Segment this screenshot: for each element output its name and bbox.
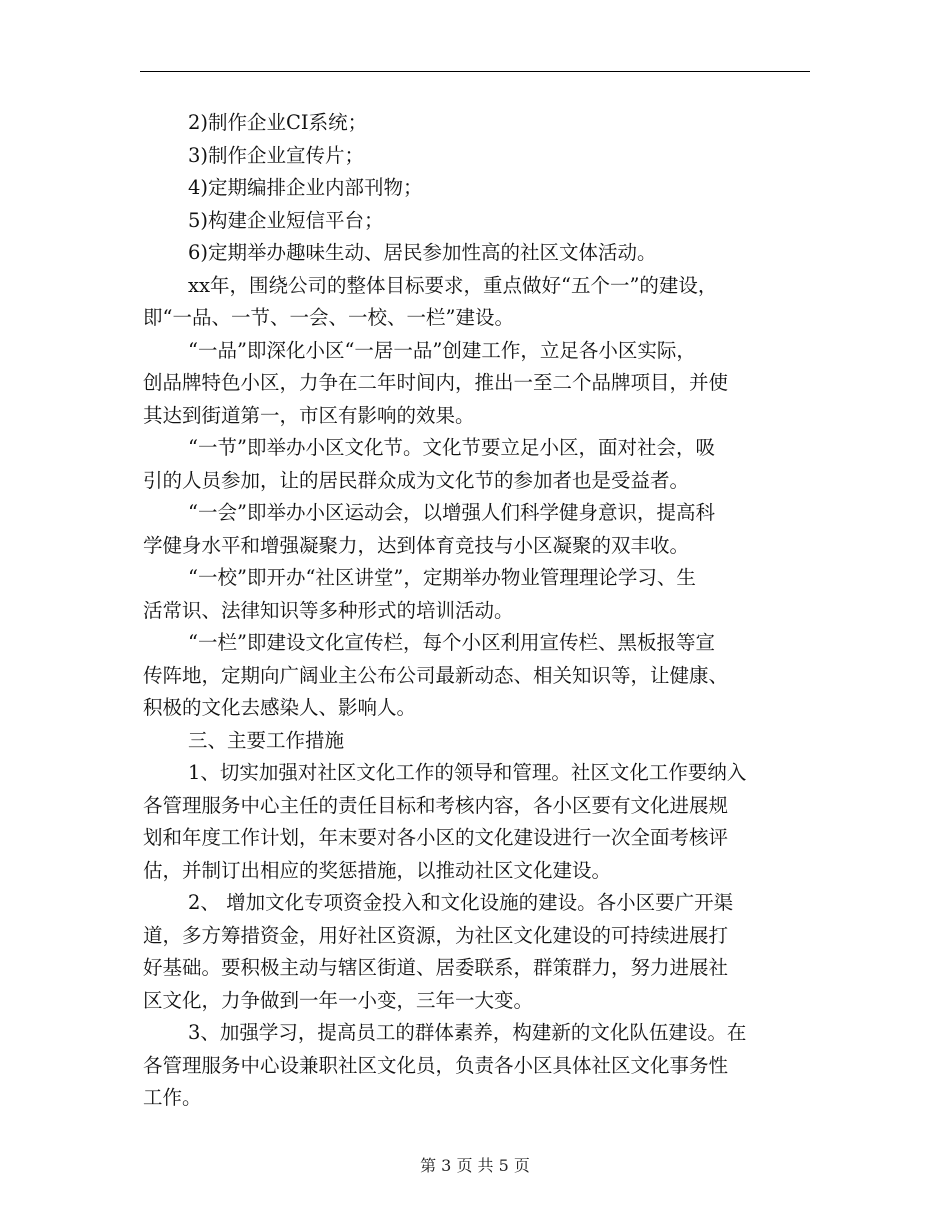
text-line: 创品牌特色小区，力争在二年时间内，推出一至二个品牌项目，并使 bbox=[143, 371, 729, 394]
text-line: 6)定期举办趣味生动、居民参加性高的社区文体活动。 bbox=[188, 241, 657, 264]
text-line: 4)定期编排企业内部刊物； bbox=[188, 176, 423, 199]
text-line: 学健身水平和增强凝聚力，达到体育竞技与小区凝聚的双丰收。 bbox=[143, 533, 690, 557]
text-line: 传阵地，定期向广阔业主公布公司最新动态、相关知识等，让健康、 bbox=[143, 663, 729, 687]
document-body bbox=[143, 107, 808, 1115]
text-line: 道，多方筹措资金，用好社区资源，为社区文化建设的可持续进展打 bbox=[143, 923, 729, 947]
text-line: “一校”即开办“社区讲堂”，定期举办物业管理理论学习、生 bbox=[188, 566, 696, 589]
text-line: “一会”即举办小区运动会，以增强人们科学健身意识，提高科 bbox=[188, 501, 715, 524]
text-line: 其达到街道第一，市区有影响的效果。 bbox=[143, 403, 475, 427]
text-line: 好基础。要积极主动与辖区街道、居委联系，群策群力，努力进展社 bbox=[143, 956, 729, 979]
text-line: 引的人员参加，让的居民群众成为文化节的参加者也是受益者。 bbox=[143, 468, 690, 492]
text-line: 积极的文化去感染人、影响人。 bbox=[143, 696, 417, 719]
text-line: xx年，围绕公司的整体目标要求，重点做好“五个一”的建设， bbox=[188, 273, 718, 297]
text-line: 5)构建企业短信平台； bbox=[188, 208, 384, 232]
text-line: “一栏”即建设文化宣传栏，每个小区利用宣传栏、黑板报等宣 bbox=[188, 631, 715, 654]
text-line: 各管理服务中心主任的责任目标和考核内容，各小区要有文化进展规 bbox=[143, 793, 729, 817]
page-number-footer: 第 3 页 共 5 页 bbox=[420, 1156, 530, 1175]
text-line: 活常识、法律知识等多种形式的培训活动。 bbox=[143, 598, 514, 622]
text-line: 2)制作企业CI系统； bbox=[188, 111, 368, 134]
text-line: 3)制作企业宣传片； bbox=[188, 143, 365, 167]
text-line: 即“一品、一节、一会、一校、一栏”建设。 bbox=[143, 306, 514, 329]
header-divider bbox=[140, 71, 810, 72]
text-line: 工作。 bbox=[143, 1086, 202, 1109]
section-heading: 三、主要工作措施 bbox=[188, 728, 345, 752]
text-line: 1、切实加强对社区文化工作的领导和管理。社区文化工作要纳入 bbox=[188, 761, 747, 784]
text-line: 3、加强学习，提高员工的群体素养，构建新的文化队伍建设。在 bbox=[188, 1021, 747, 1044]
text-line: “一品”即深化小区“一居一品”创建工作，立足各小区实际， bbox=[188, 338, 696, 362]
text-line: 各管理服务中心设兼职社区文化员，负责各小区具体社区文化事务性 bbox=[143, 1053, 729, 1077]
text-line: “一节”即举办小区文化节。文化节要立足小区，面对社会，吸 bbox=[188, 436, 715, 459]
text-line: 2、 增加文化专项资金投入和文化设施的建设。各小区要广开渠 bbox=[188, 891, 734, 914]
text-line: 划和年度工作计划，年末要对各小区的文化建设进行一次全面考核评 bbox=[143, 826, 729, 849]
text-line: 区文化，力争做到一年一小变，三年一大变。 bbox=[143, 988, 534, 1012]
text-line: 估，并制订出相应的奖惩措施，以推动社区文化建设。 bbox=[143, 858, 612, 882]
